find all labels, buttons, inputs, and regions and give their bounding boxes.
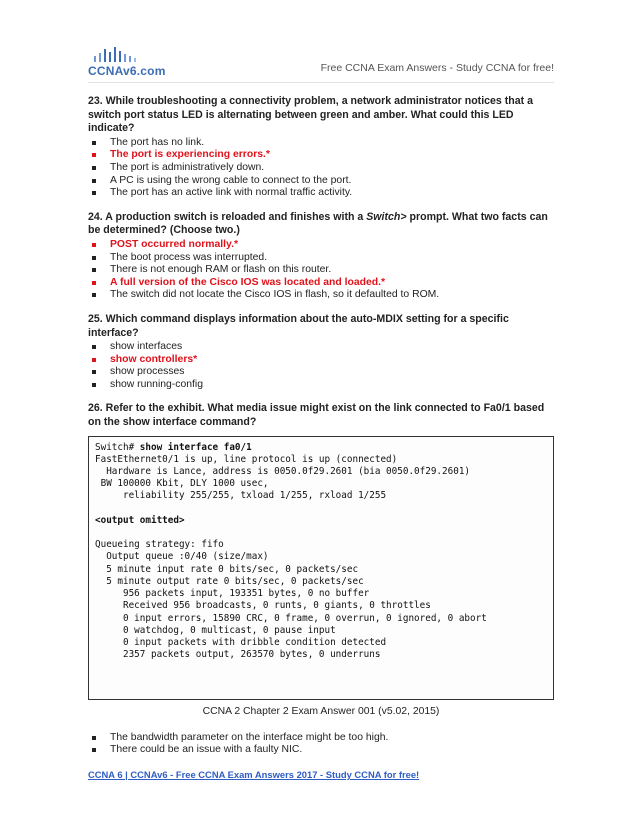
question-24-text-start: 24. A production switch is reloaded and finishes with a (88, 210, 367, 223)
exhibit-line (95, 503, 547, 515)
option-correct: A full version of the Cisco IOS was located and loaded.* (88, 277, 554, 290)
exhibit-line: 0 input errors, 15890 CRC, 0 frame, 0 overrun, 0 ignored, 0 abort (95, 612, 487, 624)
exhibit-line (95, 527, 547, 539)
question-24 (88, 211, 554, 238)
option: The bandwidth parameter on the interface might be too high. (88, 732, 554, 745)
options-list-23 (88, 137, 554, 200)
ccnav6-logo[interactable] (88, 44, 166, 80)
option: The port has an active link with normal traffic activity. (88, 187, 554, 200)
logo-text: CCNAv6.com (88, 64, 166, 78)
exhibit-line: Hardware is Lance, address is 0050.0f29.2601 (bia 0050.0f29.2601) (95, 466, 471, 478)
exhibit-line: 956 packets input, 193351 bytes, 0 no buffer (95, 588, 370, 600)
header-tagline: Free CCNA Exam Answers - Study CCNA for free! (320, 62, 554, 74)
exhibit-line: Queueing strategy: fifo (95, 539, 224, 551)
exhibit-line: 2357 packets output, 263570 bytes, 0 underruns (95, 649, 381, 661)
options-list-26 (88, 732, 554, 757)
options-list-24 (88, 239, 554, 302)
question-24-text-end: prompt. What two facts can be determined? (Choose two.) (88, 210, 548, 237)
option-correct: The port is experiencing errors.* (88, 149, 554, 162)
header-divider (88, 82, 554, 83)
option: show running-config (88, 379, 554, 392)
page-content (88, 95, 554, 757)
option-correct: show controllers* (88, 354, 554, 367)
exhibit-line: 0 input packets with dribble condition detected (95, 636, 387, 648)
exhibit-caption: CCNA 2 Chapter 2 Exam Answer 001 (v5.02, 2015) (202, 705, 440, 717)
exhibit-line-omitted: <output omitted> (95, 514, 185, 526)
exhibit-line: Output queue :0/40 (size/max) (95, 551, 269, 563)
question-25: 25. Which command displays information about the auto-MDIX setting for a specific interface? (88, 312, 509, 339)
signal-bars-icon (92, 44, 152, 64)
exhibit-line: FastEthernet0/1 is up, line protocol is up (connected) (95, 453, 398, 465)
option: The boot process was interrupted. (88, 252, 554, 265)
switch-prompt: Switch> (366, 210, 407, 223)
option: show interfaces (88, 341, 554, 354)
option-correct: POST occurred normally.* (88, 239, 554, 252)
page-header (88, 44, 554, 80)
option: show processes (88, 366, 554, 379)
cli-prompt: Switch# (95, 441, 140, 453)
exhibit-command-line (95, 442, 547, 454)
option: There could be an issue with a faulty NIC. (88, 744, 554, 757)
exhibit-line: reliability 255/255, txload 1/255, rxload 1/255 (95, 490, 387, 502)
option: The port is administratively down. (88, 162, 554, 175)
question-23: 23. While troubleshooting a connectivity problem, a network administrator notices that a switch port status LED is alternating between green and amber. What could this LED indicate? (88, 95, 534, 135)
exhibit-line: Received 956 broadcasts, 0 runts, 0 giants, 0 throttles (95, 600, 431, 612)
option: A PC is using the wrong cable to connect to the port. (88, 175, 554, 188)
exhibit-line: 5 minute input rate 0 bits/sec, 0 packets/sec (95, 563, 359, 575)
option: The port has no link. (88, 137, 554, 150)
option: The switch did not locate the Cisco IOS in flash, so it defaulted to ROM. (88, 289, 554, 302)
options-list-25 (88, 341, 554, 391)
cli-command: show interface fa0/1 (139, 441, 252, 453)
exhibit-line: BW 100000 Kbit, DLY 1000 usec, (95, 478, 269, 490)
footer-link[interactable]: CCNA 6 | CCNAv6 - Free CCNA Exam Answers 2017 - Study CCNA for free! (88, 769, 420, 780)
question-26: 26. Refer to the exhibit. What media issue might exist on the link connected to Fa0/1 based on the show interface command? (88, 402, 545, 429)
exhibit-line: 0 watchdog, 0 multicast, 0 pause input (95, 624, 336, 636)
exhibit-line: 5 minute output rate 0 bits/sec, 0 packets/sec (95, 575, 364, 587)
option: There is not enough RAM or flash on this router. (88, 264, 554, 277)
exhibit-terminal-output (88, 436, 554, 700)
